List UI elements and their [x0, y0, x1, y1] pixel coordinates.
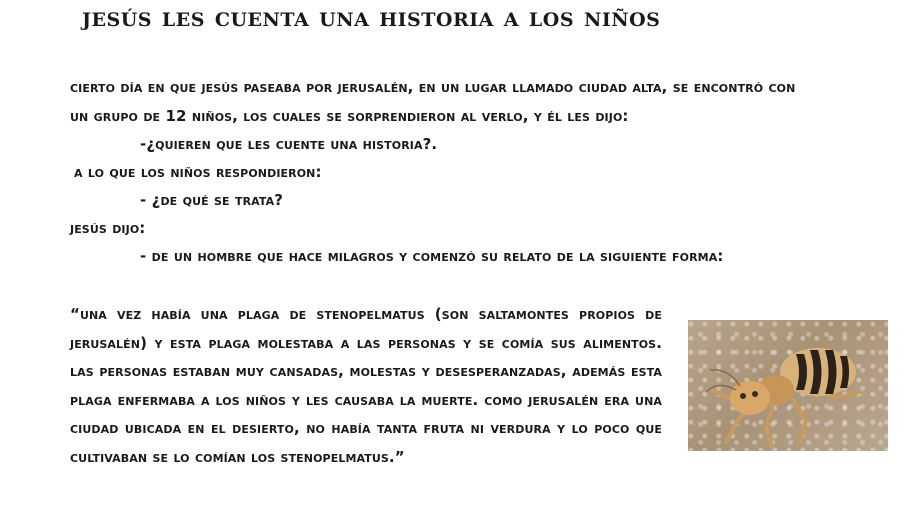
dialogue-question: -¿quieren que les cuente una historia?.	[140, 135, 438, 153]
insect-illustration	[688, 320, 888, 451]
dialogue-children-reply: - ¿de qué se trata?	[140, 191, 284, 209]
stenopelmatus-photo	[688, 320, 888, 451]
narration-children-answer: a lo que los niños respondieron:	[74, 163, 322, 181]
paragraph-line-1: cierto día en que jesús paseaba por jerusalén, en un lugar llamado ciudad alta, se encontró con	[70, 78, 796, 96]
dialogue-jesus-reply: - de un hombre que hace milagros y comenzó su relato de la siguiente forma:	[140, 247, 724, 265]
story-paragraph: “una vez había una plaga de stenopelmatus (son saltamontes propios de jerusalén) y esta plaga molestaba a las personas y se comía sus alimentos. las personas estaban muy cansadas, molestas y desesperanzadas, además esta plaga enfermaba a los niños y les causaba la muerte. como jerusalén era una ciudad ubicada en el desierto, no había tanta fruta ni verdura y lo poco que cultivaban se lo comían los stenopelmatus.”	[70, 305, 662, 466]
page-title: jesús les cuenta una historia a los niños	[82, 2, 661, 33]
paragraph-line-2: un grupo de 12 niños, los cuales se sorprendieron al verlo, y él les dijo:	[70, 107, 629, 125]
narration-jesus-said: jesús dijo:	[70, 219, 146, 237]
